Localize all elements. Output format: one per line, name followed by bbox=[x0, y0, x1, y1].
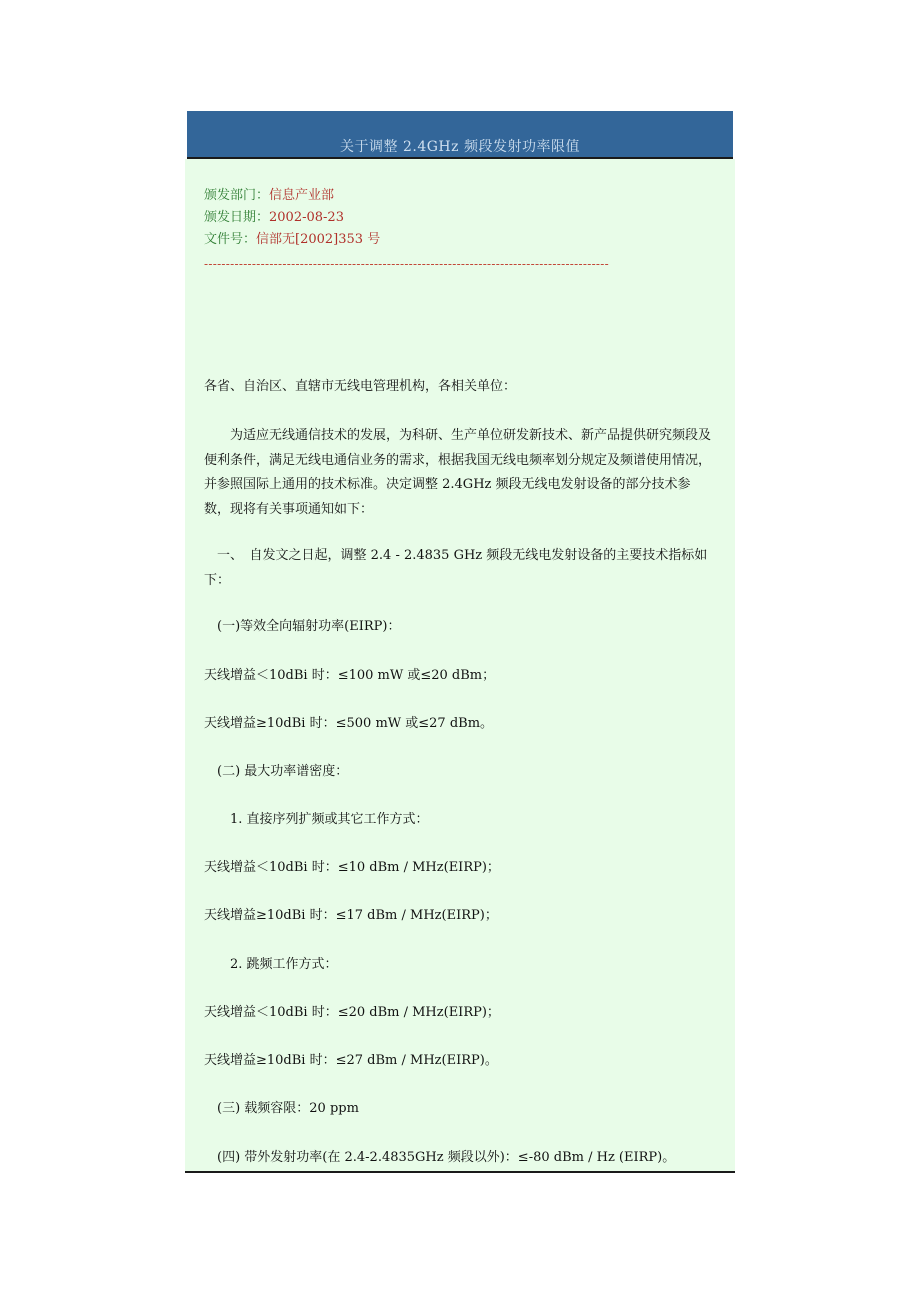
item-1-heading: (一)等效全向辐射功率(EIRP)： bbox=[204, 619, 401, 634]
title-bar bbox=[187, 111, 733, 159]
document-panel bbox=[185, 111, 735, 1173]
item-1-line-b: 天线增益≥10dBi 时：≤500 mW 或≤27 dBm。 bbox=[204, 716, 494, 731]
document-meta bbox=[204, 185, 380, 251]
item-2-sub-1-line-a: 天线增益＜10dBi 时：≤10 dBm / MHz(EIRP)； bbox=[204, 860, 500, 875]
meta-dept-value: 信息产业部 bbox=[269, 188, 335, 203]
salutation: 各省、自治区、直辖市无线电管理机构，各相关单位： bbox=[204, 379, 517, 394]
page-title: 关于调整 2.4GHz 频段发射功率限值 bbox=[340, 139, 580, 155]
section-1-paragraph: 一、 自发文之日起，调整 2.4 - 2.4835 GHz 频段无线电发射设备的主要技术指标如下： bbox=[204, 548, 708, 588]
dashed-separator: --------------------------------------------------------------------------------------------- bbox=[204, 257, 609, 271]
meta-docno-label: 文件号： bbox=[204, 232, 257, 247]
meta-date-value: 2002-08-23 bbox=[269, 210, 344, 225]
meta-date-label: 颁发日期： bbox=[204, 210, 270, 225]
item-2-sub-1-heading: 1. 直接序列扩频或其它工作方式： bbox=[204, 812, 429, 827]
item-2-sub-1-line-b: 天线增益≥10dBi 时：≤17 dBm / MHz(EIRP)； bbox=[204, 908, 498, 923]
item-2-sub-2-line-b: 天线增益≥10dBi 时：≤27 dBm / MHz(EIRP)。 bbox=[204, 1053, 498, 1068]
document-body bbox=[185, 159, 735, 1173]
intro-paragraph: 为适应无线通信技术的发展，为科研、生产单位研发新技术、新产品提供研究频段及便利条件，满足无线电通信业务的需求，根据我国无线电频率划分规定及频谱使用情况，并参照国际上通用的技术标准。决定调整 2.4GHz 频段无线电发射设备的部分技术参数，现将有关事项通知如下： bbox=[204, 428, 712, 517]
item-4: (四) 带外发射功率(在 2.4-2.4835GHz 频段以外)：≤-80 dBm / Hz (EIRP)。 bbox=[204, 1150, 676, 1165]
item-2-sub-2-line-a: 天线增益＜10dBi 时：≤20 dBm / MHz(EIRP)； bbox=[204, 1005, 500, 1020]
item-3: (三) 载频容限：20 ppm bbox=[204, 1101, 359, 1116]
item-2-heading: (二) 最大功率谱密度： bbox=[204, 764, 349, 779]
meta-date-row bbox=[204, 207, 380, 229]
item-2-sub-2-heading: 2. 跳频工作方式： bbox=[204, 957, 338, 972]
meta-dept-row bbox=[204, 185, 380, 207]
meta-dept-label: 颁发部门： bbox=[204, 188, 270, 203]
item-1-line-a: 天线增益＜10dBi 时：≤100 mW 或≤20 dBm； bbox=[204, 668, 496, 683]
meta-docno-row bbox=[204, 229, 380, 251]
meta-docno-value: 信部无[2002]353 号 bbox=[256, 232, 381, 247]
